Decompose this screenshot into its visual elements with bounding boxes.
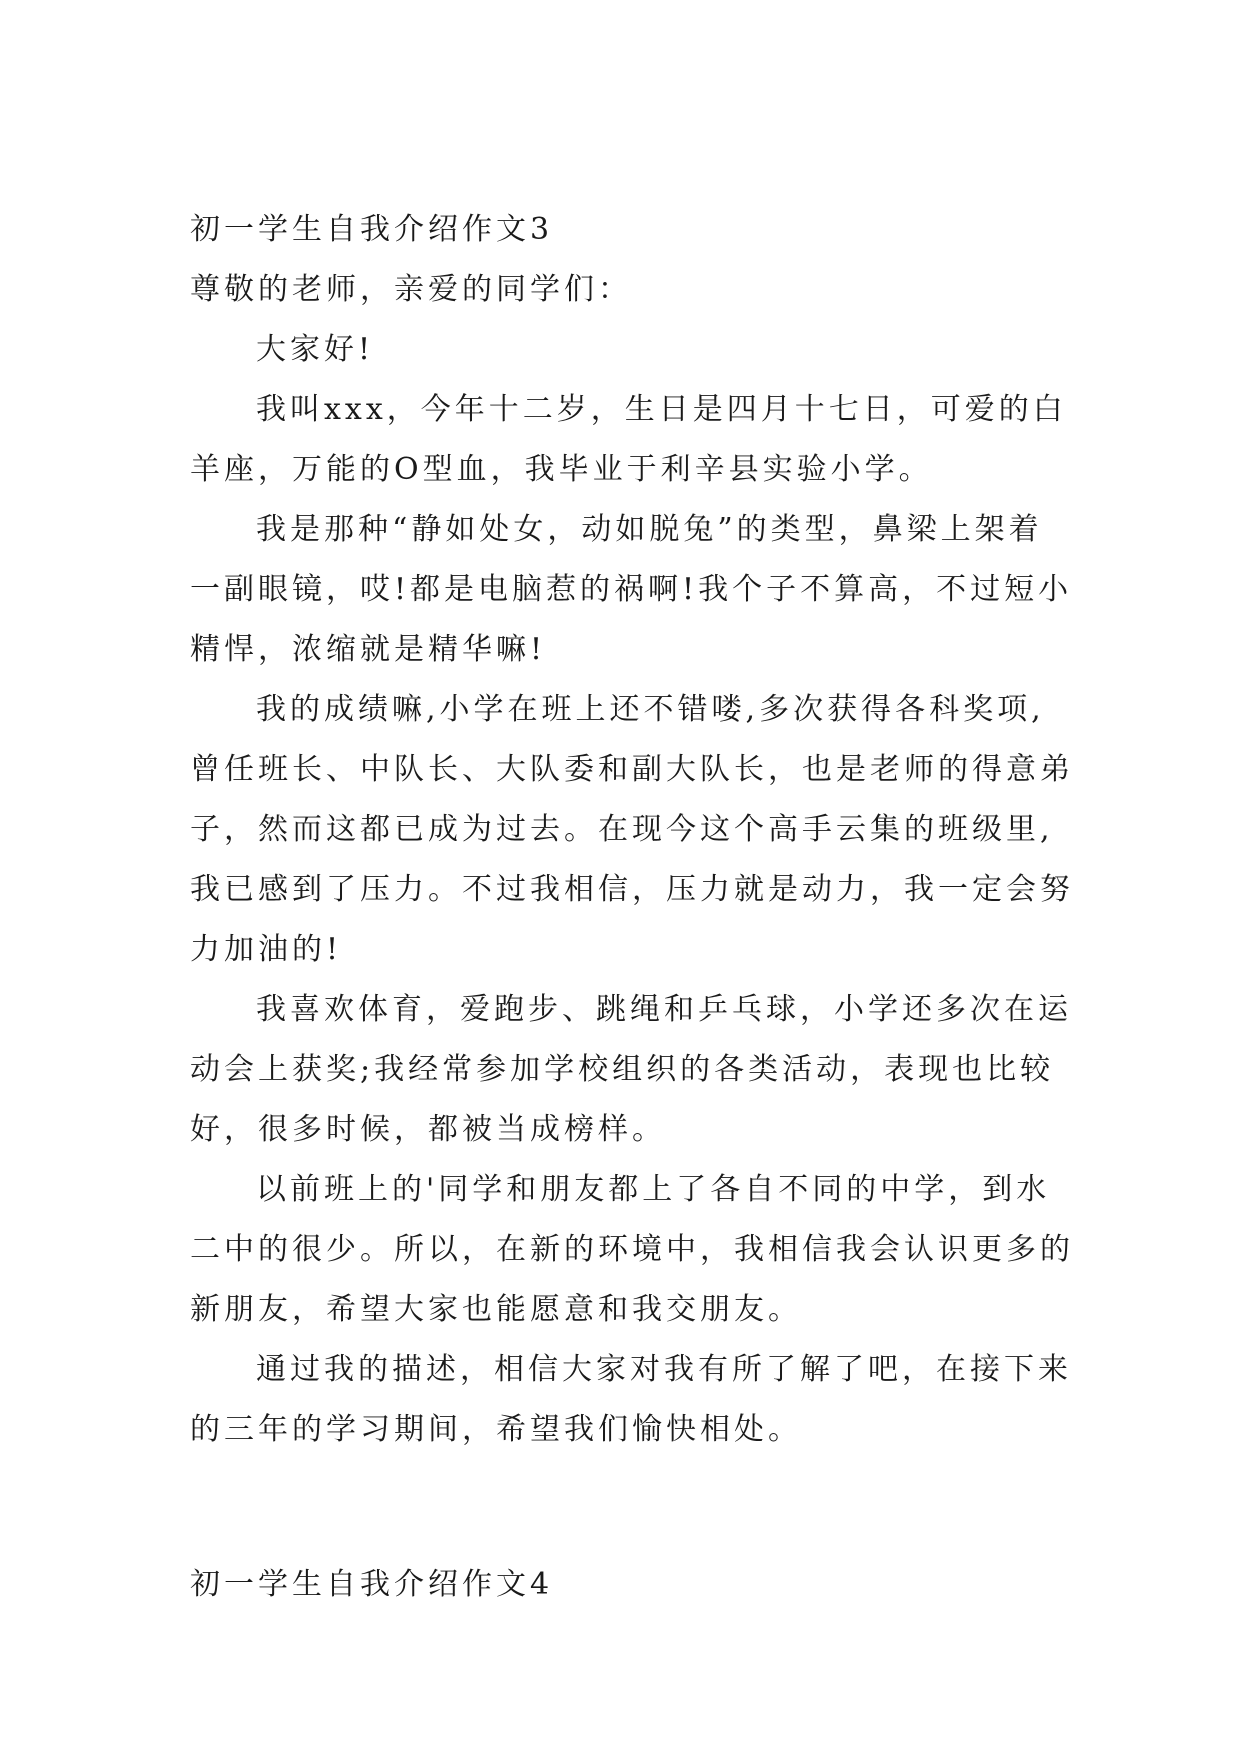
paragraph-line: 动会上获奖;我经常参加学校组织的各类活动，表现也比较 xyxy=(190,1052,1055,1087)
section-heading: 初一学生自我介绍作文4 xyxy=(190,1567,554,1602)
greeting: 大家好! xyxy=(256,332,375,367)
paragraph-line: 好，很多时候，都被当成榜样。 xyxy=(190,1112,666,1147)
paragraph-line: 我已感到了压力。不过我相信，压力就是动力，我一定会努 xyxy=(190,872,1074,907)
document-body xyxy=(190,200,1074,1460)
paragraph xyxy=(190,380,1067,500)
paragraph xyxy=(190,500,1073,680)
paragraph xyxy=(190,1160,1074,1340)
paragraph-line: 的三年的学习期间，希望我们愉快相处。 xyxy=(190,1412,802,1447)
paragraph-line: 羊座，万能的O型血，我毕业于利辛县实验小学。 xyxy=(190,452,933,487)
paragraph-line: 二中的很少。所以，在新的环境中，我相信我会认识更多的 xyxy=(190,1232,1074,1267)
salutation: 尊敬的老师，亲爱的同学们： xyxy=(190,272,632,307)
paragraph xyxy=(190,1340,1072,1460)
paragraph-line: 我的成绩嘛,小学在班上还不错喽,多次获得各科奖项, xyxy=(256,692,1045,727)
paragraph-line: 以前班上的'同学和朋友都上了各自不同的中学，到水 xyxy=(256,1172,1051,1207)
paragraph-line: 通过我的描述，相信大家对我有所了解了吧，在接下来 xyxy=(256,1352,1072,1387)
section-heading: 初一学生自我介绍作文3 xyxy=(190,212,554,247)
paragraph-line: 我是那种“静如处女，动如脱兔”的类型，鼻梁上架着 xyxy=(256,512,1043,547)
paragraph-line: 我喜欢体育，爱跑步、跳绳和乒乓球，小学还多次在运 xyxy=(256,992,1072,1027)
paragraph-line: 力加油的! xyxy=(190,932,343,967)
paragraph-line: 子，然而这都已成为过去。在现今这个高手云集的班级里, xyxy=(190,812,1054,847)
paragraph-line: 精悍，浓缩就是精华嘛! xyxy=(190,632,547,667)
paragraph-line: 曾任班长、中队长、大队委和副大队长，也是老师的得意弟 xyxy=(190,752,1074,787)
paragraph-line: 一副眼镜，哎!都是电脑惹的祸啊!我个子不算高，不过短小 xyxy=(190,572,1073,607)
paragraph-line: 我叫xxx，今年十二岁，生日是四月十七日，可爱的白 xyxy=(256,392,1067,427)
paragraph-line: 新朋友，希望大家也能愿意和我交朋友。 xyxy=(190,1292,802,1327)
paragraph xyxy=(190,980,1072,1160)
paragraph xyxy=(190,680,1074,980)
